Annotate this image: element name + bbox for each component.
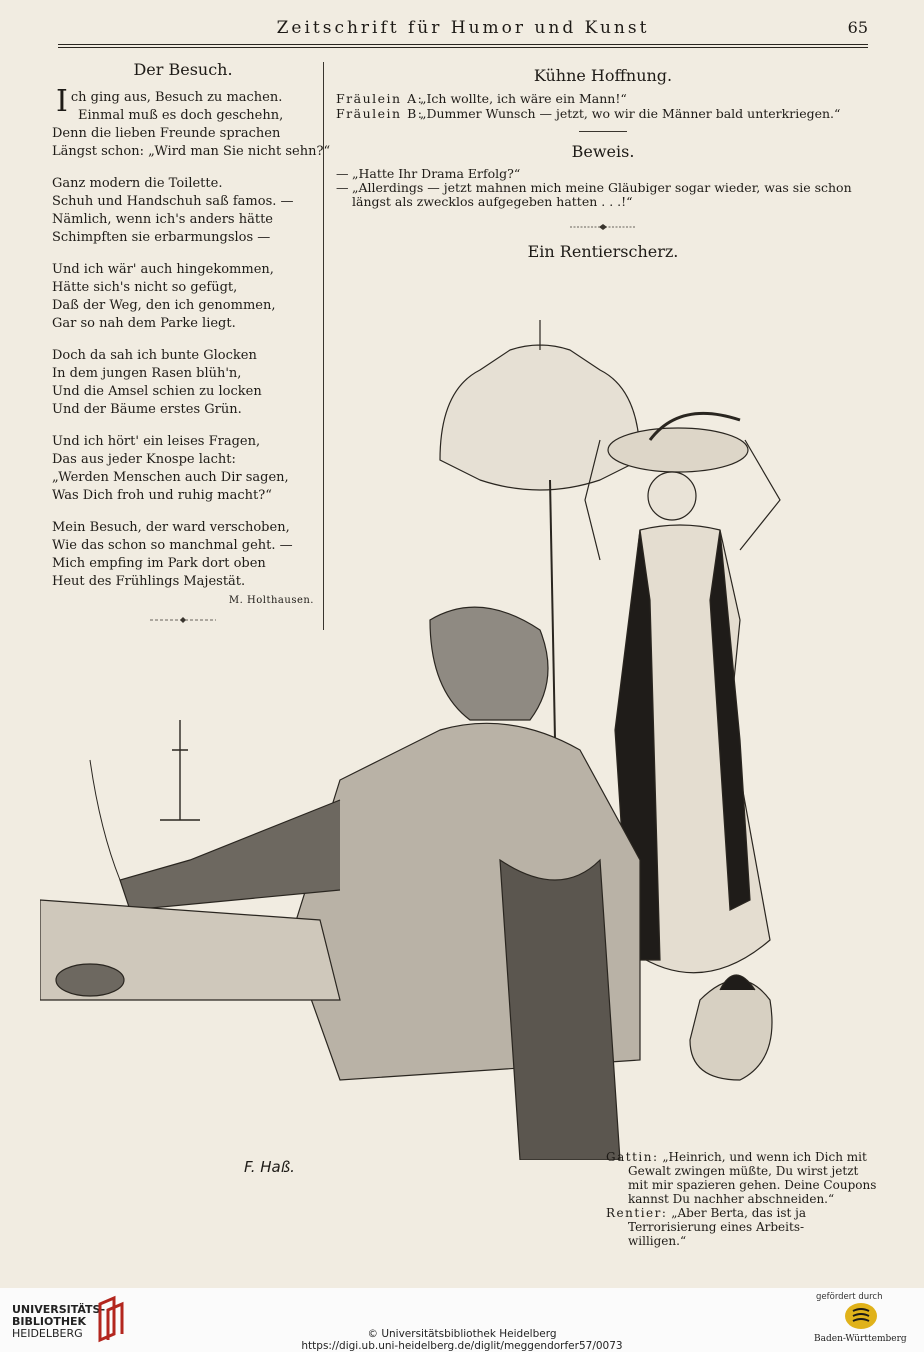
baden-wuerttemberg-label: Baden-Württemberg <box>814 1334 907 1344</box>
journal-title: Zeitschrift für Humor und Kunst <box>276 18 650 38</box>
poem-line: Einmal muß es doch geschehn, <box>78 108 284 123</box>
poem-line: Wie das schon so manchmal geht. — <box>52 538 293 553</box>
caption-line: Gewalt zwingen müßte, Du wirst jetzt <box>628 1164 859 1178</box>
speaker: Fräulein B: <box>336 106 424 121</box>
poem-line: Und die Amsel schien zu locken <box>52 384 262 399</box>
speaker: Rentier: <box>606 1206 668 1220</box>
caption-text: „Heinrich, und wenn ich Dich mit <box>662 1150 867 1164</box>
baden-wuerttemberg-emblem-icon <box>844 1302 878 1330</box>
permalink-url[interactable]: https://digi.ub.uni-heidelberg.de/diglit/meggendorfer57/0073 <box>301 1340 623 1352</box>
poem-line: Und ich hört' ein leises Fragen, <box>52 434 261 449</box>
poem-line: ch ging aus, Besuch zu machen. <box>70 90 283 105</box>
poem-line: Nämlich, wenn ich's anders hätte <box>52 212 273 227</box>
poem-line: Daß der Weg, den ich genommen, <box>52 298 276 313</box>
poem-line: Und der Bäume erstes Grün. <box>52 402 242 417</box>
uni-line: BIBLIOTHEK <box>12 1315 87 1328</box>
dialogue-text: „Dummer Wunsch — jetzt, wo wir die Männer bald unterkriegen.“ <box>420 106 841 121</box>
poem-line: Mein Besuch, der ward verschoben, <box>52 520 290 535</box>
poem-line: „Werden Menschen auch Dir sagen, <box>52 470 289 485</box>
poem-line: Schimpften sie erbarmungslos — <box>52 230 271 245</box>
ornament-divider <box>336 223 870 234</box>
beweis-continuation: längst als zwecklos aufgegeben hatten . . .!“ <box>352 194 633 209</box>
dialogue-line <box>336 91 870 106</box>
poem-title: Der Besuch. <box>133 60 233 79</box>
cartoon-title: Ein Rentierscherz. <box>527 242 679 261</box>
poem-line: Denn die lieben Freunde sprachen <box>52 126 281 141</box>
caption-line <box>606 1206 868 1220</box>
beweis-text: „Hatte Ihr Drama Erfolg?“ <box>352 166 521 181</box>
poem-line: Gar so nah dem Parke liegt. <box>52 316 236 331</box>
right-column <box>336 60 870 261</box>
dash: — <box>336 166 349 181</box>
poem-line: In dem jungen Rasen blüh'n, <box>52 366 242 381</box>
uni-line: HEIDELBERG <box>12 1327 83 1340</box>
poem-line: Was Dich froh und ruhig macht?“ <box>52 488 272 503</box>
caption-line: willigen.“ <box>628 1234 687 1248</box>
beweis-line <box>336 181 870 195</box>
running-head <box>58 18 868 44</box>
poem-line: Heut des Frühlings Majestät. <box>52 574 246 589</box>
dialogue-text: „Ich wollte, ich wäre ein Mann!“ <box>420 91 627 106</box>
caption-line <box>606 1150 868 1164</box>
copyright-notice: © Universitätsbibliothek Heidelberg <box>367 1328 557 1340</box>
poem-line: Hätte sich's nicht so gefügt, <box>52 280 238 295</box>
beweis-line <box>336 167 870 181</box>
header-rule <box>58 44 868 48</box>
caption-text: „Aber Berta, das ist ja <box>671 1206 807 1220</box>
stanza-1 <box>52 84 331 161</box>
beweis-title: Beweis. <box>571 142 635 161</box>
viewer-footer <box>0 1288 924 1352</box>
cartoon-caption <box>606 1150 877 1248</box>
page-number: 65 <box>847 18 868 37</box>
speaker: Gattin: <box>606 1150 659 1164</box>
beweis-text: „Allerdings — jetzt mahnen mich meine Gläubiger sogar wieder, was sie schon <box>352 180 852 195</box>
poem-line: Doch da sah ich bunte Glocken <box>52 348 257 363</box>
poem-line: Das aus jeder Knospe lacht: <box>52 452 236 467</box>
stanza-2 <box>52 175 314 247</box>
poem-line: Schuh und Handschuh saß famos. — <box>52 194 294 209</box>
section-separator <box>579 131 627 132</box>
poem-line: Und ich wär' auch hingekommen, <box>52 262 274 277</box>
speaker: Fräulein A: <box>336 91 424 106</box>
caption-line: mit mir spazieren gehen. Deine Coupons <box>628 1178 877 1192</box>
dialogue-line <box>336 106 870 121</box>
dash: — <box>336 180 349 195</box>
poem-author: M. Holthausen. <box>228 595 314 606</box>
poem-line: Längst schon: „Wird man Sie nicht sehn?“ <box>52 144 331 159</box>
funded-by-label: gefördert durch <box>816 1292 883 1302</box>
artist-signature: F. Haß. <box>244 1158 295 1176</box>
cartoon-illustration <box>40 300 900 1160</box>
caption-line: kannst Du nachher abschneiden.“ <box>628 1192 835 1206</box>
caption-line: Terrorisierung eines Arbeits- <box>628 1220 805 1234</box>
uni-line: UNIVERSITÄTS- <box>12 1303 106 1316</box>
poem-line: Ganz modern die Toilette. <box>52 176 223 191</box>
hoffnung-title: Kühne Hoffnung. <box>533 66 673 85</box>
poem-line: Mich empfing im Park dort oben <box>52 556 266 571</box>
drop-cap: I <box>56 84 68 119</box>
